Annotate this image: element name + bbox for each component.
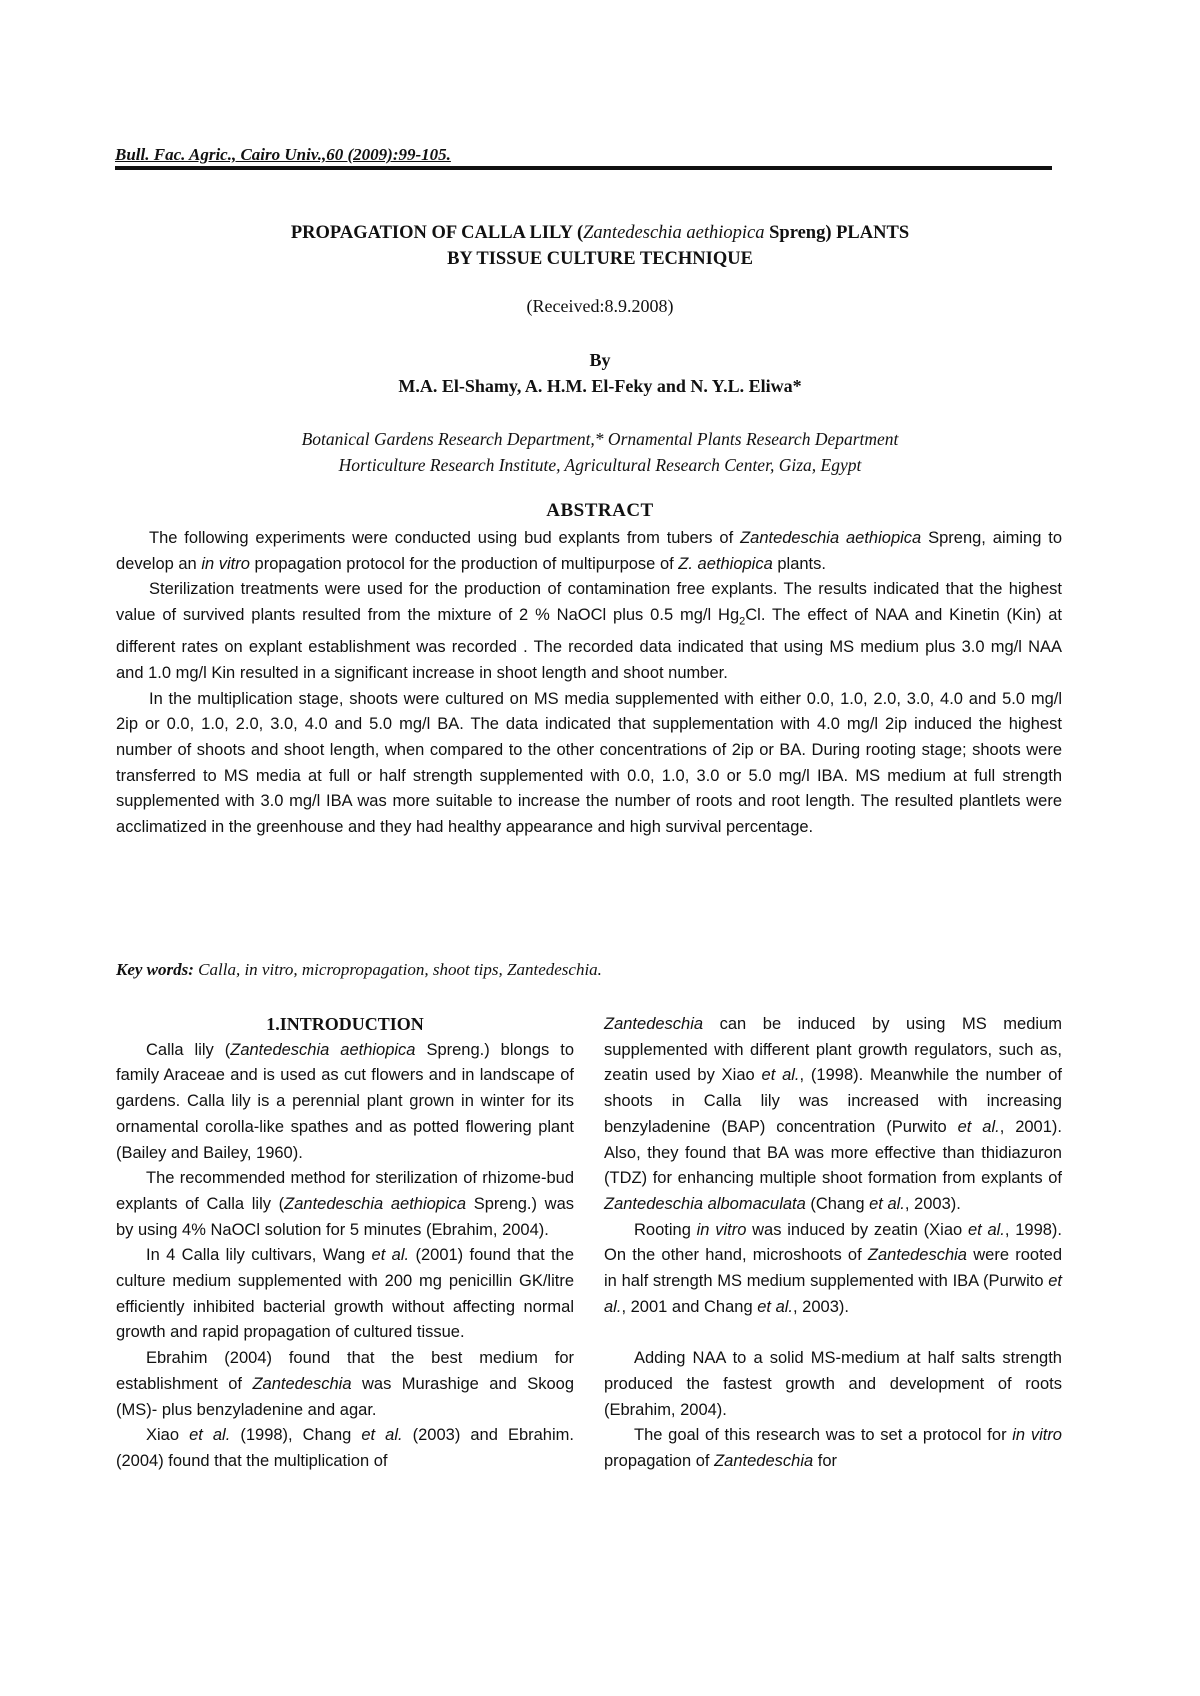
paragraph-gap (604, 1320, 1062, 1346)
abstract-heading: ABSTRACT (546, 500, 654, 521)
by-label: By (589, 350, 611, 370)
paper-title (100, 220, 1100, 272)
affiliation-line-2: Horticulture Research Institute, Agricultural Research Center, Giza, Egypt (338, 455, 862, 475)
intro-paragraph: Adding NAA to a solid MS-medium at half salts strength produced the fastest growth and development of roots (Ebrahim, 2004). (604, 1349, 1062, 1419)
intro-paragraph: The goal of this research was to set a protocol for in vitro propagation of Zantedeschia for (604, 1426, 1062, 1470)
abstract-paragraph: In the multiplication stage, shoots were cultured on MS media supplemented with either 0.0, 1.0, 2.0, 3.0, 4.0 and 5.0 mg/l 2ip or 0.0, 1.0, 2.0, 3.0, 4.0 and 5.0 mg/l BA. The data indicated that supplementation with 4.0 mg/l 2ip induced the highest number of shoots and shoot length, when compared to the other concentrations of 2ip or BA. During rooting stage; shoots were transferred to MS media at full or half strength supplemented with 0.0, 1.0, 3.0 or 5.0 mg/l IBA. MS medium at full strength supplemented with 3.0 mg/l IBA was more suitable to increase the number of roots and root length. The resulted plantlets were acclimatized in the greenhouse and they had healthy appearance and high survival percentage. (116, 689, 1062, 837)
intro-paragraph: Ebrahim (2004) found that the best medium for establishment of Zantedeschia was Murashige and Skoog (MS)- plus benzyladenine and agar. (116, 1349, 574, 1419)
journal-header (115, 145, 1052, 170)
affiliation-line-1: Botanical Gardens Research Department,* Ornamental Plants Research Department (301, 429, 899, 449)
intro-paragraph: In 4 Calla lily cultivars, Wang et al. (2001) found that the culture medium supplemented with 200 mg penicillin GK/litre efficiently inhibited bacterial growth without affecting normal growth and rapid propagation of cultured tissue. (116, 1246, 574, 1342)
intro-paragraph: Xiao et al. (1998), Chang et al. (2003) and Ebrahim. (2004) found that the multiplication of (116, 1426, 574, 1470)
keywords-label: Key words: (116, 960, 194, 979)
title-line-2: BY TISSUE CULTURE TECHNIQUE (447, 249, 753, 269)
intro-paragraph: Rooting in vitro was induced by zeatin (Xiao et al., 1998). On the other hand, microshoots of Zantedeschia were rooted in half strength MS medium supplemented with IBA (Purwito et al., 2001 and Chang et al., 2003). (604, 1220, 1063, 1316)
title-line-1: PROPAGATION OF CALLA LILY (Zantedeschia aethiopica Spreng) PLANTS (290, 223, 910, 243)
left-column (116, 1012, 574, 1475)
abstract-paragraph: The following experiments were conducted using bud explants from tubers of Zantedeschia aethiopica Spreng, aiming to develop an in vitro propagation protocol for the production of multipurpose of Z. aethiopica plants. (116, 529, 1063, 573)
keywords-text: Calla, in vitro, micropropagation, shoot tips, Zantedeschia. (193, 960, 602, 979)
keywords (116, 960, 1062, 980)
title-species: Zantedeschia aethiopica (583, 223, 765, 243)
journal-reference: Bull. Fac. Agric., Cairo Univ.,60 (2009):99-105. (115, 145, 451, 164)
intro-paragraph: Calla lily (Zantedeschia aethiopica Spreng.) blongs to family Araceae and is used as cut flowers and in landscape of gardens. Calla lily is a perennial plant grown in winter for its ornamental corolla-like spathes and as potted flowering plant (Bailey and Bailey, 1960). (116, 1040, 575, 1162)
affiliation (100, 426, 1100, 478)
right-column (604, 1012, 1062, 1475)
intro-paragraph: The recommended method for sterilization of rhizome-bud explants of Calla lily (Zantedeschia aethiopica Spreng.) was by using 4% NaOCl solution for 5 minutes (Ebrahim, 2004). (116, 1169, 574, 1239)
intro-paragraph: Zantedeschia can be induced by using MS medium supplemented with different plant growth regulators, such as, zeatin used by Xiao et al., (1998). Meanwhile the number of shoots in Calla lily was increased with increasing benzyladenine (BAP) concentration (Purwito et al., 2001). Also, they found that BA was more effective than thidiazuron (TDZ) for enhancing multiple shoot formation from explants of Zantedeschia albomaculata (Chang et al., 2003). (604, 1015, 1062, 1213)
authors: M.A. El-Shamy, A. H.M. El-Feky and N. Y.L. Eliwa* (398, 376, 802, 396)
received-date: (Received:8.9.2008) (526, 296, 674, 316)
abstract-body (116, 526, 1062, 841)
introduction-heading: 1.INTRODUCTION (266, 1014, 424, 1034)
abstract-paragraph: Sterilization treatments were used for the production of contamination free explants. The results indicated that the highest value of survived plants resulted from the mixture of 2 % NaOCl plus 0.5 mg/l $Hg_2Cl$. The effect of NAA and Kinetin (Kin) at different rates on explant establishment was recorded . The recorded data indicated that using MS medium plus 3.0 mg/l NAA and 1.0 mg/l Kin resulted in a significant increase in shoot length and shoot number. (116, 580, 1062, 682)
